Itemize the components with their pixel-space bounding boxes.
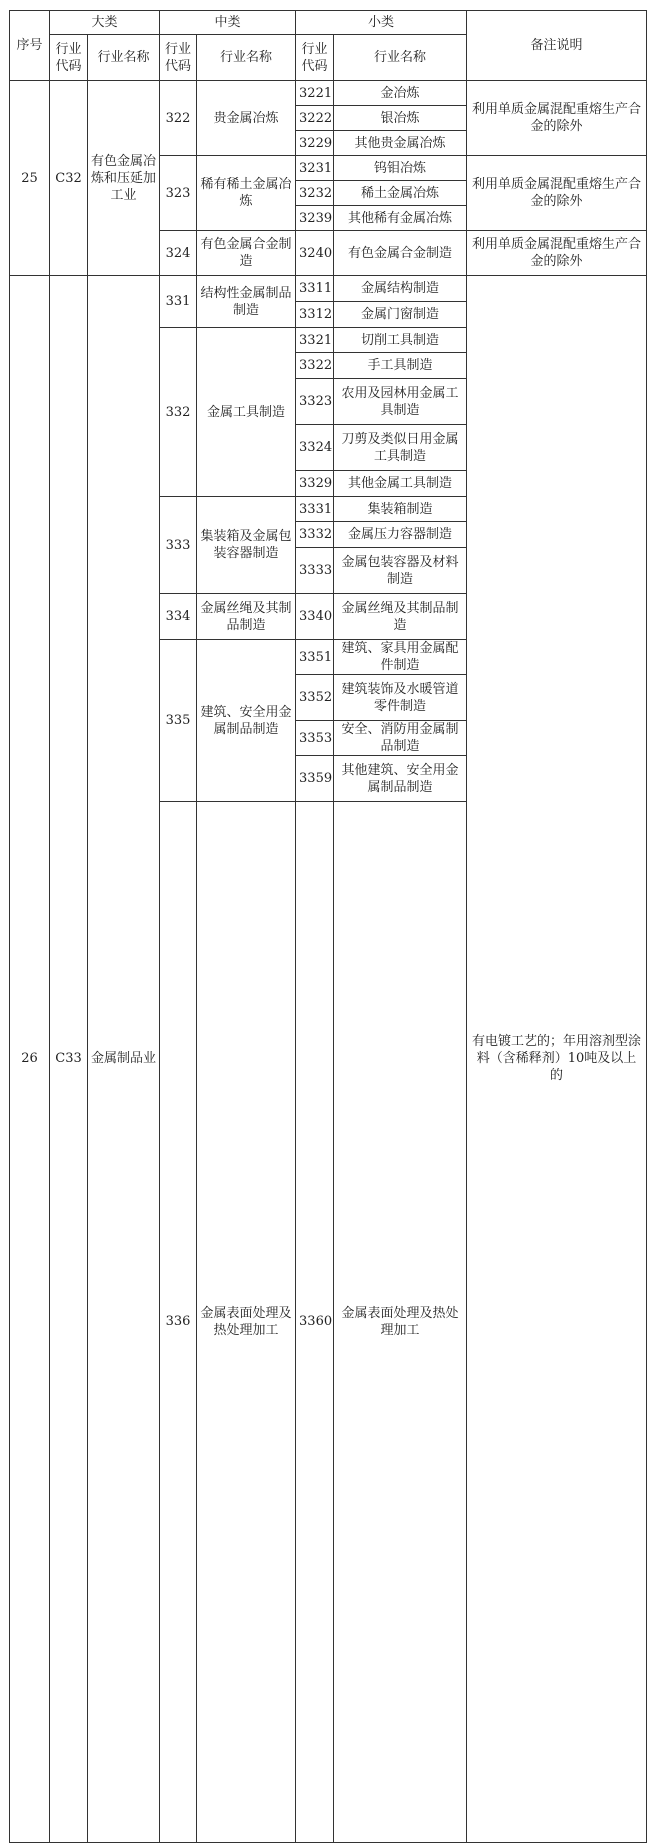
remark-cell: 有电镀工艺的；年用溶剂型涂料（含稀释剂）10吨及以上的 <box>467 276 647 1843</box>
minor-code-cell: 3323 <box>296 379 334 425</box>
minor-name-cell: 金属丝绳及其制品制造 <box>334 594 467 640</box>
minor-code-cell: 3353 <box>296 721 334 756</box>
header-middle: 中类 <box>160 11 296 35</box>
middle-code-cell: 331 <box>160 276 197 328</box>
major-code-cell: C32 <box>50 81 88 276</box>
major-name-cell: 金属制品业 <box>88 276 160 1843</box>
minor-name-cell: 切削工具制造 <box>334 328 467 353</box>
header-major: 大类 <box>50 11 160 35</box>
minor-code-cell: 3332 <box>296 522 334 548</box>
remark-cell: 利用单质金属混配重熔生产合金的除外 <box>467 156 647 231</box>
middle-name-cell: 建筑、安全用金属制品制造 <box>197 640 296 802</box>
minor-code-cell: 3331 <box>296 497 334 522</box>
minor-code-cell: 3333 <box>296 548 334 594</box>
minor-name-cell: 金属包装容器及材料制造 <box>334 548 467 594</box>
minor-code-cell: 3222 <box>296 106 334 131</box>
major-code-cell: C33 <box>50 276 88 1843</box>
middle-code-cell: 334 <box>160 594 197 640</box>
middle-code-cell: 335 <box>160 640 197 802</box>
minor-name-cell: 银冶炼 <box>334 106 467 131</box>
middle-code-cell: 322 <box>160 81 197 156</box>
minor-name-cell: 稀土金属冶炼 <box>334 181 467 206</box>
header-middle-name: 行业名称 <box>197 35 296 81</box>
minor-code-cell: 3329 <box>296 471 334 497</box>
header-major-name: 行业名称 <box>88 35 160 81</box>
middle-code-cell: 323 <box>160 156 197 231</box>
middle-code-cell: 333 <box>160 497 197 594</box>
middle-name-cell: 贵金属冶炼 <box>197 81 296 156</box>
header-minor-code: 行业代码 <box>296 35 334 81</box>
minor-name-cell: 手工具制造 <box>334 353 467 379</box>
minor-code-cell: 3231 <box>296 156 334 181</box>
minor-code-cell: 3229 <box>296 131 334 156</box>
minor-name-cell: 金属门窗制造 <box>334 302 467 328</box>
minor-code-cell: 3232 <box>296 181 334 206</box>
minor-code-cell: 3340 <box>296 594 334 640</box>
major-name-cell: 有色金属冶炼和压延加工业 <box>88 81 160 276</box>
minor-name-cell: 有色金属合金制造 <box>334 231 467 276</box>
remark-cell: 利用单质金属混配重熔生产合金的除外 <box>467 81 647 156</box>
minor-code-cell: 3239 <box>296 206 334 231</box>
header-remarks: 备注说明 <box>467 11 647 81</box>
minor-code-cell: 3360 <box>296 802 334 1843</box>
minor-name-cell: 钨钼冶炼 <box>334 156 467 181</box>
minor-code-cell: 3312 <box>296 302 334 328</box>
minor-code-cell: 3324 <box>296 425 334 471</box>
minor-name-cell: 建筑装饰及水暖管道零件制造 <box>334 675 467 721</box>
seq-cell: 25 <box>10 81 50 276</box>
minor-code-cell: 3311 <box>296 276 334 302</box>
middle-code-cell: 324 <box>160 231 197 276</box>
middle-name-cell: 结构性金属制品制造 <box>197 276 296 328</box>
minor-name-cell: 其他贵金属冶炼 <box>334 131 467 156</box>
minor-name-cell: 其他金属工具制造 <box>334 471 467 497</box>
minor-name-cell: 建筑、家具用金属配件制造 <box>334 640 467 675</box>
middle-name-cell: 金属丝绳及其制品制造 <box>197 594 296 640</box>
minor-name-cell: 农用及园林用金属工具制造 <box>334 379 467 425</box>
minor-name-cell: 金冶炼 <box>334 81 467 106</box>
industry-classification-table <box>9 10 647 1843</box>
header-minor: 小类 <box>296 11 467 35</box>
minor-name-cell: 金属表面处理及热处理加工 <box>334 802 467 1843</box>
middle-name-cell: 金属表面处理及热处理加工 <box>197 802 296 1843</box>
minor-code-cell: 3321 <box>296 328 334 353</box>
minor-name-cell: 其他稀有金属冶炼 <box>334 206 467 231</box>
middle-name-cell: 稀有稀土金属冶炼 <box>197 156 296 231</box>
middle-code-cell: 336 <box>160 802 197 1843</box>
minor-name-cell: 集装箱制造 <box>334 497 467 522</box>
header-minor-name: 行业名称 <box>334 35 467 81</box>
minor-name-cell: 金属结构制造 <box>334 276 467 302</box>
minor-code-cell: 3359 <box>296 756 334 802</box>
remark-cell: 利用单质金属混配重熔生产合金的除外 <box>467 231 647 276</box>
header-middle-code: 行业代码 <box>160 35 197 81</box>
seq-cell: 26 <box>10 276 50 1843</box>
minor-code-cell: 3221 <box>296 81 334 106</box>
minor-code-cell: 3352 <box>296 675 334 721</box>
header-seq: 序号 <box>10 11 50 81</box>
minor-code-cell: 3240 <box>296 231 334 276</box>
minor-name-cell: 安全、消防用金属制品制造 <box>334 721 467 756</box>
minor-name-cell: 刀剪及类似日用金属工具制造 <box>334 425 467 471</box>
middle-name-cell: 金属工具制造 <box>197 328 296 497</box>
minor-name-cell: 金属压力容器制造 <box>334 522 467 548</box>
minor-code-cell: 3322 <box>296 353 334 379</box>
minor-code-cell: 3351 <box>296 640 334 675</box>
middle-name-cell: 有色金属合金制造 <box>197 231 296 276</box>
minor-name-cell: 其他建筑、安全用金属制品制造 <box>334 756 467 802</box>
middle-code-cell: 332 <box>160 328 197 497</box>
header-major-code: 行业代码 <box>50 35 88 81</box>
middle-name-cell: 集装箱及金属包装容器制造 <box>197 497 296 594</box>
